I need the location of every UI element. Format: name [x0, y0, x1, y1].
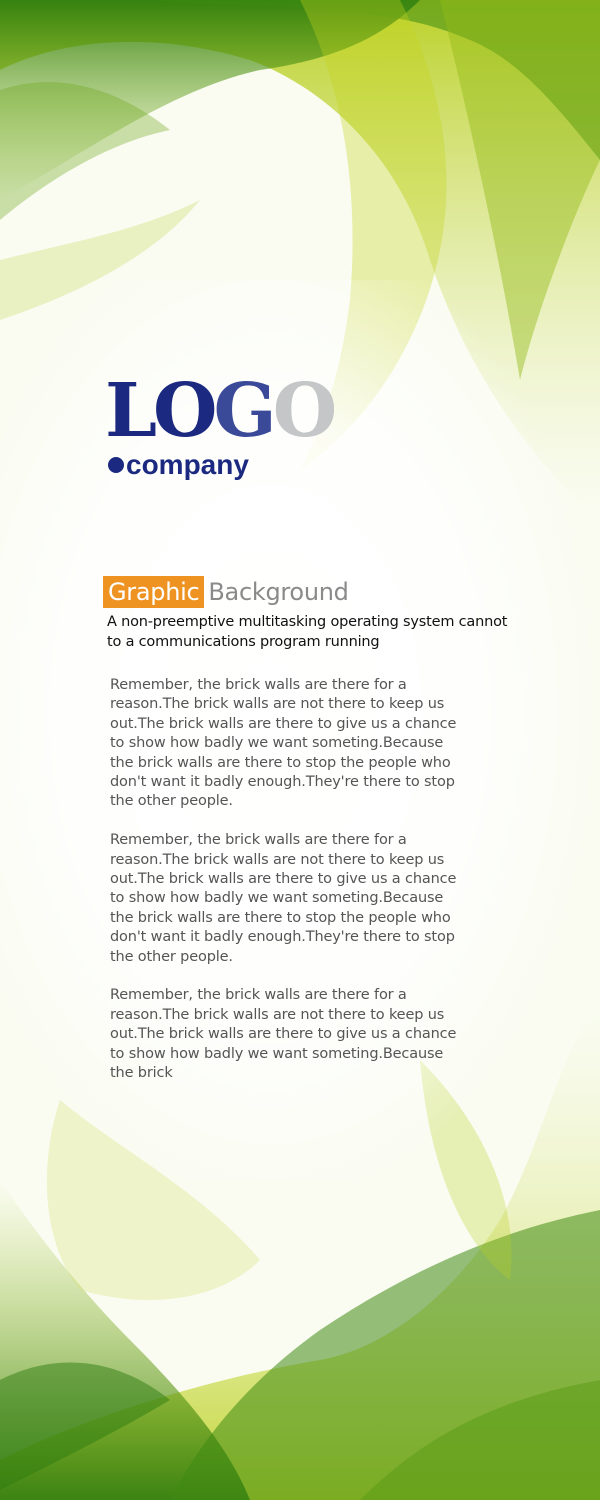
heading-highlight: Graphic	[103, 576, 204, 608]
paragraph-line: don't want it badly enough.They're there to stop	[110, 774, 455, 791]
paragraph-line: to show how badly we want someting.Because	[110, 735, 444, 752]
paragraph-line: Remember, the brick walls are there for a	[110, 987, 407, 1004]
logo-company-line	[108, 448, 249, 482]
paragraph-line: out.The brick walls are there to give us a chance	[110, 715, 457, 732]
paragraph-line: to show how badly we want someting.Because	[110, 890, 444, 907]
paragraph	[110, 676, 510, 812]
paragraph-line: the brick	[110, 1065, 173, 1082]
paragraph-line: the brick walls are there to stop the people who	[110, 754, 451, 771]
paragraph-line: the brick walls are there to stop the people who	[110, 909, 451, 926]
logo-letter-o2: O	[272, 368, 334, 454]
paragraph-line: out.The brick walls are there to give us a chance	[110, 871, 457, 888]
paragraph	[110, 986, 510, 1083]
subtitle	[107, 612, 547, 652]
paragraph-line: reason.The brick walls are not there to keep us	[110, 1006, 445, 1023]
paragraph	[110, 831, 510, 967]
paragraph-line: the other people.	[110, 793, 233, 810]
body-text	[110, 676, 510, 1103]
paragraph-line: Remember, the brick walls are there for a	[110, 677, 407, 693]
paragraph-line: reason.The brick walls are not there to keep us	[110, 696, 445, 713]
logo-letter-l: L	[105, 368, 154, 454]
heading-rest: Background	[208, 578, 349, 606]
paragraph-line: to show how badly we want someting.Because	[110, 1045, 444, 1062]
paragraph-line: reason.The brick walls are not there to keep us	[110, 851, 445, 868]
logo-letter-o: O	[153, 368, 214, 454]
logo-letter-g: G	[213, 368, 273, 454]
paragraph-line: Remember, the brick walls are there for a	[110, 832, 407, 849]
logo-dot-icon	[108, 457, 124, 473]
paragraph-line: the other people.	[110, 948, 233, 965]
paragraph-line: out.The brick walls are there to give us a chance	[110, 1026, 457, 1043]
logo-wordmark	[105, 368, 334, 454]
subtitle-line: to a communications program running	[107, 634, 380, 650]
subtitle-line: A non-preemptive multitasking operating system cannot	[107, 614, 508, 630]
section-heading	[103, 576, 349, 608]
company-logo	[100, 368, 334, 488]
logo-company-text: company	[126, 449, 249, 480]
paragraph-line: don't want it badly enough.They're there to stop	[110, 929, 455, 946]
